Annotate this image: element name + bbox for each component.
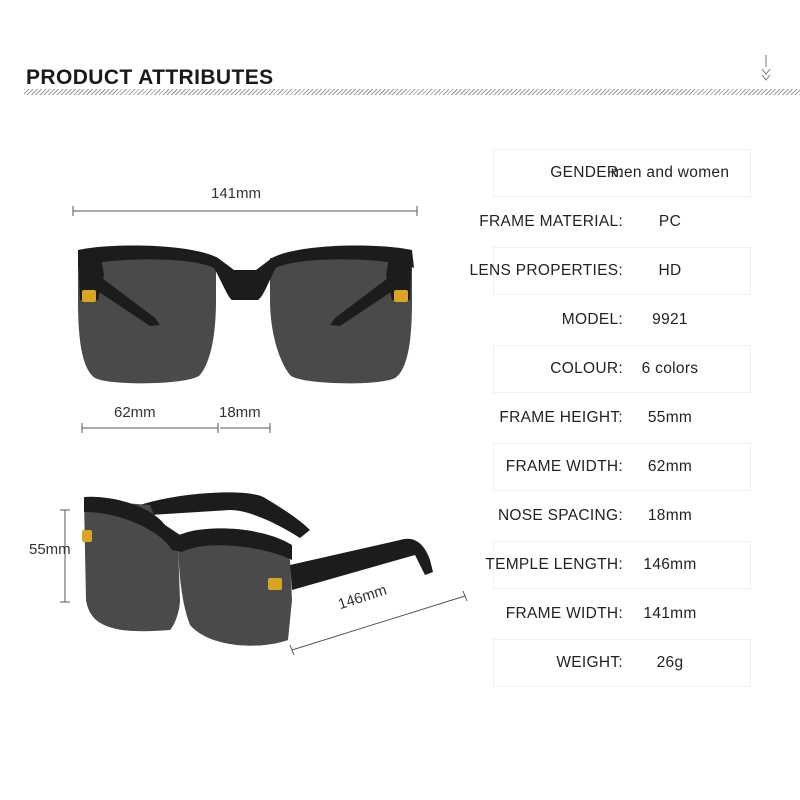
attribute-row bbox=[469, 246, 751, 295]
attribute-value: 9921 bbox=[652, 311, 688, 328]
total-width-dimension-line bbox=[73, 206, 417, 216]
attribute-label: FRAME HEIGHT: bbox=[499, 409, 623, 426]
attributes-table bbox=[469, 148, 751, 687]
attribute-label: FRAME MATERIAL: bbox=[479, 213, 623, 230]
attribute-row bbox=[493, 393, 751, 442]
height-label: 55mm bbox=[29, 541, 71, 558]
attribute-row bbox=[479, 197, 751, 246]
attribute-row bbox=[493, 491, 751, 540]
attribute-row bbox=[493, 344, 751, 393]
attribute-label: FRAME WIDTH: bbox=[505, 605, 623, 622]
attribute-label: TEMPLE LENGTH: bbox=[485, 556, 623, 573]
attribute-label: NOSE SPACING: bbox=[497, 507, 623, 524]
attribute-label: FRAME WIDTH: bbox=[505, 458, 623, 475]
attribute-row bbox=[493, 442, 751, 491]
attribute-value: 6 colors bbox=[641, 360, 699, 377]
ny-logo-icon bbox=[394, 290, 408, 302]
attribute-label: GENDER: bbox=[550, 164, 623, 181]
lens-bridge-dimension-line bbox=[82, 423, 270, 433]
attribute-label: LENS PROPERTIES: bbox=[469, 262, 623, 279]
attribute-value: PC bbox=[658, 213, 682, 230]
attribute-row bbox=[493, 638, 751, 687]
attribute-value: 26g bbox=[656, 654, 684, 671]
ny-logo-icon bbox=[268, 578, 282, 590]
attribute-value: HD bbox=[658, 262, 682, 279]
attribute-value: 62mm bbox=[647, 458, 693, 475]
attribute-row bbox=[485, 540, 751, 589]
attribute-value: 55mm bbox=[647, 409, 693, 426]
attribute-row bbox=[493, 148, 751, 197]
attribute-row bbox=[493, 295, 751, 344]
attribute-value: 146mm bbox=[643, 556, 697, 573]
attribute-value: 141mm bbox=[643, 605, 697, 622]
attribute-value: 18mm bbox=[647, 507, 693, 524]
total-width-label: 141mm bbox=[211, 185, 262, 202]
page-title: PRODUCT ATTRIBUTES bbox=[26, 66, 274, 89]
attribute-label: COLOUR: bbox=[550, 360, 623, 377]
lens-width-label: 62mm bbox=[114, 404, 156, 421]
attribute-label: WEIGHT: bbox=[556, 654, 623, 671]
temple-length-label: 146mm bbox=[336, 581, 389, 614]
bridge-width-label: 18mm bbox=[219, 404, 261, 421]
attribute-row bbox=[493, 589, 751, 638]
attribute-value: men and women bbox=[610, 164, 730, 181]
ny-logo-icon bbox=[82, 290, 96, 302]
attribute-label: MODEL: bbox=[561, 311, 623, 328]
